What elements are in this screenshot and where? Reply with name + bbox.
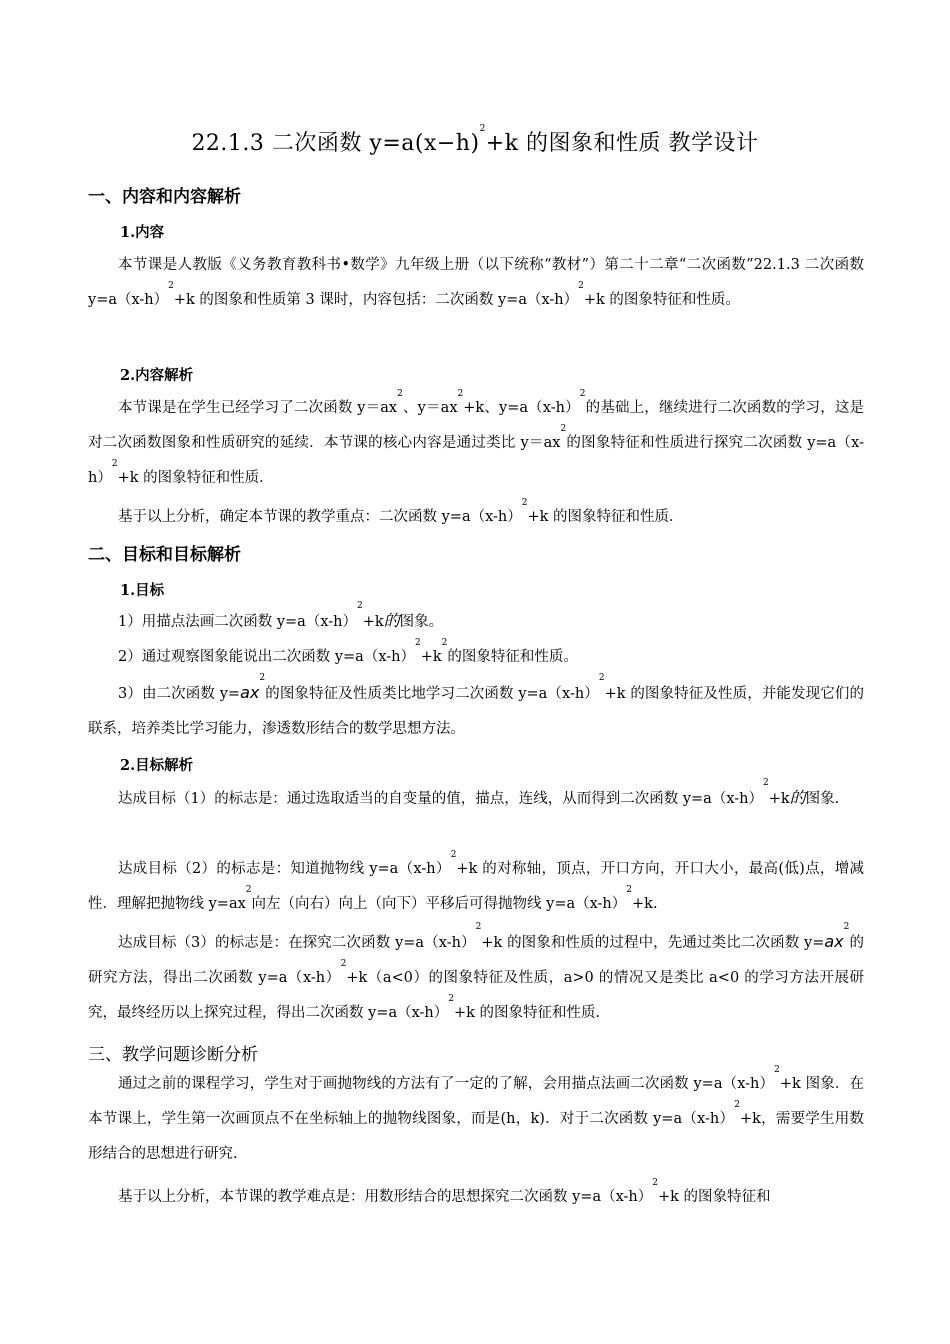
- paragraph-key-point: 基于以上分析，确定本节课的教学重点：二次函数 $y=a(x-h)^2+k$ 的图象特征和性质．: [118, 498, 684, 525]
- goal-analysis-1: 达成目标（1）的标志是：通过选取适当的自变量的值，描点，连线，从而得到二次函数 $y=a(x-h)^2+k$的图象.: [118, 778, 840, 807]
- paragraph-difficulty: 基于以上分析，本节课的教学难点是：用数形结合的思想探究二次函数 $y=a(x-h)^2+k$ 的图象特征和: [118, 1178, 771, 1205]
- subheading-goal-analysis: 2.目标解析: [120, 757, 194, 774]
- paragraph-diagnosis: 通过之前的课程学习，学生对于画抛物线的方法有了一定的了解，会用描点法画二次函数 $y=a(x-h)^2+k$ 图象．在本节课上，学生第一次画顶点不在坐标轴上的抛物线图象，而是(h，k)．对于二次函数 $y=a(x-h)^2+k$，需要学生用数形结合的思想进行研究.: [88, 1065, 865, 1162]
- subheading-goals: 1.目标: [120, 582, 165, 599]
- section-heading-2: 二、目标和目标解析: [88, 545, 241, 565]
- goal-2: 2）通过观察图象能说出二次函数 $y=a(x-h)^2+k^2$的图象特征和性质。: [118, 638, 578, 665]
- subheading-content: 1.内容: [120, 224, 165, 241]
- goal-analysis-2: 达成目标（2）的标志是：知道抛物线 $y=a(x-h)^2+k$ 的对称轴，顶点，开口方向，开口大小，最高(低)点，增减性．理解把抛物线 $y=ax^2$向左（向右）向上（向下）平移后可得抛物线 $y=a(x-h)^2+k$.: [88, 850, 865, 912]
- paragraph-content: 本节课是人教版《义务教育教科书•数学》九年级上册（以下统称“教材”）第二十二章“二次函数”22.1.3 二次函数 $y=a(x-h)^2+k$ 的图象和性质第 3 课时，内容包括：二次函数 $y=a(x-h)^2+k$ 的图象特征和性质。: [88, 257, 864, 308]
- subheading-content-analysis: 2.内容解析: [120, 367, 194, 384]
- section-heading-1: 一、内容和内容解析: [88, 187, 241, 207]
- document-title: 22.1.3 二次函数 $y=a(x-h)^2+k$ 的图象和性质 教学设计: [191, 124, 759, 156]
- goal-3: 3）由二次函数 $y=ax^2$的图象特征及性质类比地学习二次函数 $y=a(x-h)^2+k$ 的图象特征及性质，并能发现它们的联系，培养类比学习能力，渗透数形结合的数学思想方法。: [88, 673, 864, 737]
- section-heading-3: 三、教学问题诊断分析: [88, 1045, 258, 1065]
- paragraph-content-analysis: 本节课是在学生已经学习了二次函数 $y=ax^2$、$y=ax^2+k$、$y=a(x-h)^2$的基础上，继续进行二次函数的学习，这是对二次函数图象和性质研究的延续．本节课的核心内容是通过类比 $y=ax^2$的图象特征和性质进行探究二次函数 $y=a(x-h)^2+k$ 的图象特征和性质．: [88, 389, 865, 486]
- goal-1: 1）用描点法画二次函数 $y=a(x-h)^2+k$的图象。: [118, 601, 444, 630]
- goal-analysis-3: 达成目标（3）的标志是：在探究二次函数 $y=a(x-h)^2+k$ 的图象和性质的过程中，先通过类比二次函数 $y=ax^2$的研究方法，得出二次函数 $y=a(x-h)^2+k(a<0)$的图象特征及性质，a>0 的情况又是类比 a<0 的学习方法开展研究，最终经历以上探究过程，得出二次函数 $y=a(x-h)^2+k$ 的图象特征和性质.: [88, 922, 865, 1021]
